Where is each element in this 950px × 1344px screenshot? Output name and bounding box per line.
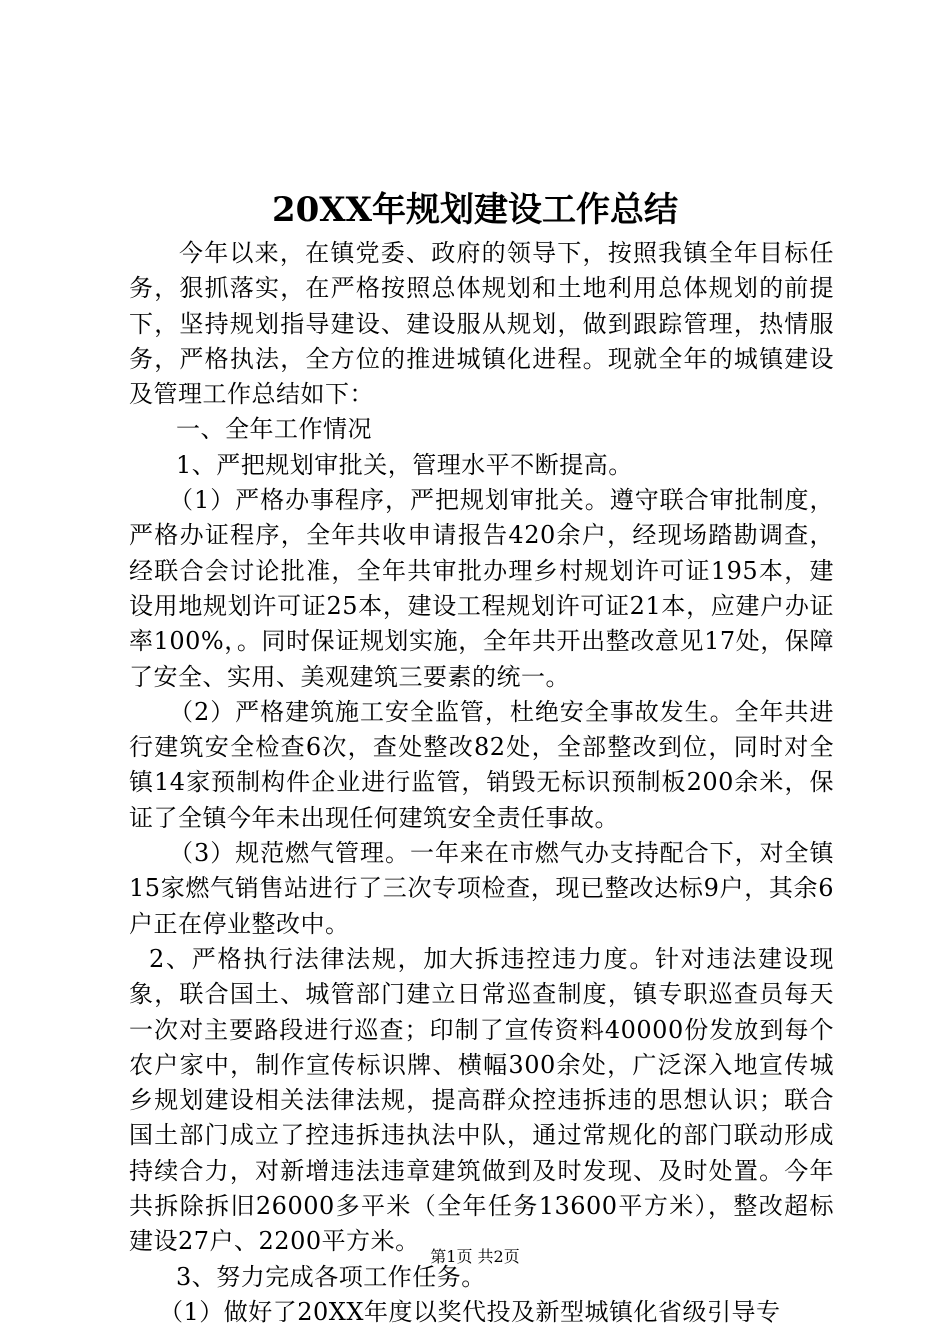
- paragraph-item-3-1: （1）做好了20XX年度以奖代投及新型城镇化省级引导专: [159, 1297, 781, 1326]
- paragraph-item-1-3: （3）规范燃气管理。一年来在市燃气办支持配合下，对全镇15家燃气销售站进行了三次专项检查，现已整改达标9户，其余6户正在停业整改中。: [129, 839, 834, 938]
- paragraph-item-1-1: （1）严格办事程序，严把规划审批关。遵守联合审批制度，严格办证程序，全年共收申请报告420余户，经现场踏勘调查，经联合会讨论批准，全年共审批办理乡村规划许可证195本，建设用地规划许可证25本，建设工程规划许可证21本，应建户办证率100%，。同时保证规划实施，全年共开出整改意见17处，保障了安全、实用、美观建筑三要素的统一。: [129, 486, 834, 691]
- document-body: [129, 236, 834, 1330]
- heading-item-1: 1、严把规划审批关，管理水平不断提高。: [176, 450, 633, 479]
- paragraph-intro: 今年以来，在镇党委、政府的领导下，按照我镇全年目标任务，狠抓落实，在严格按照总体规划和土地利用总体规划的前提下，坚持规划指导建设、建设服从规划，做到跟踪管理，热情服务，严格执法，全方位的推进城镇化进程。现就全年的城镇建设及管理工作总结如下：: [129, 239, 834, 409]
- paragraph-item-1-2: （2）严格建筑施工安全监管，杜绝安全事故发生。全年共进行建筑安全检查6次，查处整改82处，全部整改到位，同时对全镇14家预制构件企业进行监管，销毁无标识预制板200余米，保证了全镇今年未出现任何建筑安全责任事故。: [129, 697, 834, 832]
- heading-item-3: 3、努力完成各项工作任务。: [176, 1262, 486, 1291]
- document-title: 20XX年规划建设工作总结: [271, 190, 679, 230]
- page-footer: 第1页 共2页: [430, 1247, 520, 1266]
- paragraph-item-2: 2、严格执行法律法规，加大拆违控违力度。针对违法建设现象，联合国土、城管部门建立日常巡查制度，镇专职巡查员每天一次对主要路段进行巡查；印制了宣传资料40000份发放到每个农户家中，制作宣传标识牌、横幅300余处，广泛深入地宣传城乡规划建设相关法律法规，提高群众控违拆违的思想认识；联合国土部门成立了控违拆违执法中队，通过常规化的部门联动形成持续合力，对新增违法违章建筑做到及时发现、及时处置。今年共拆除拆旧26000多平米（全年任务13600平方米），整改超标建设27户、2200平方米。: [129, 944, 834, 1256]
- heading-section-1: 一、全年工作情况: [176, 415, 372, 444]
